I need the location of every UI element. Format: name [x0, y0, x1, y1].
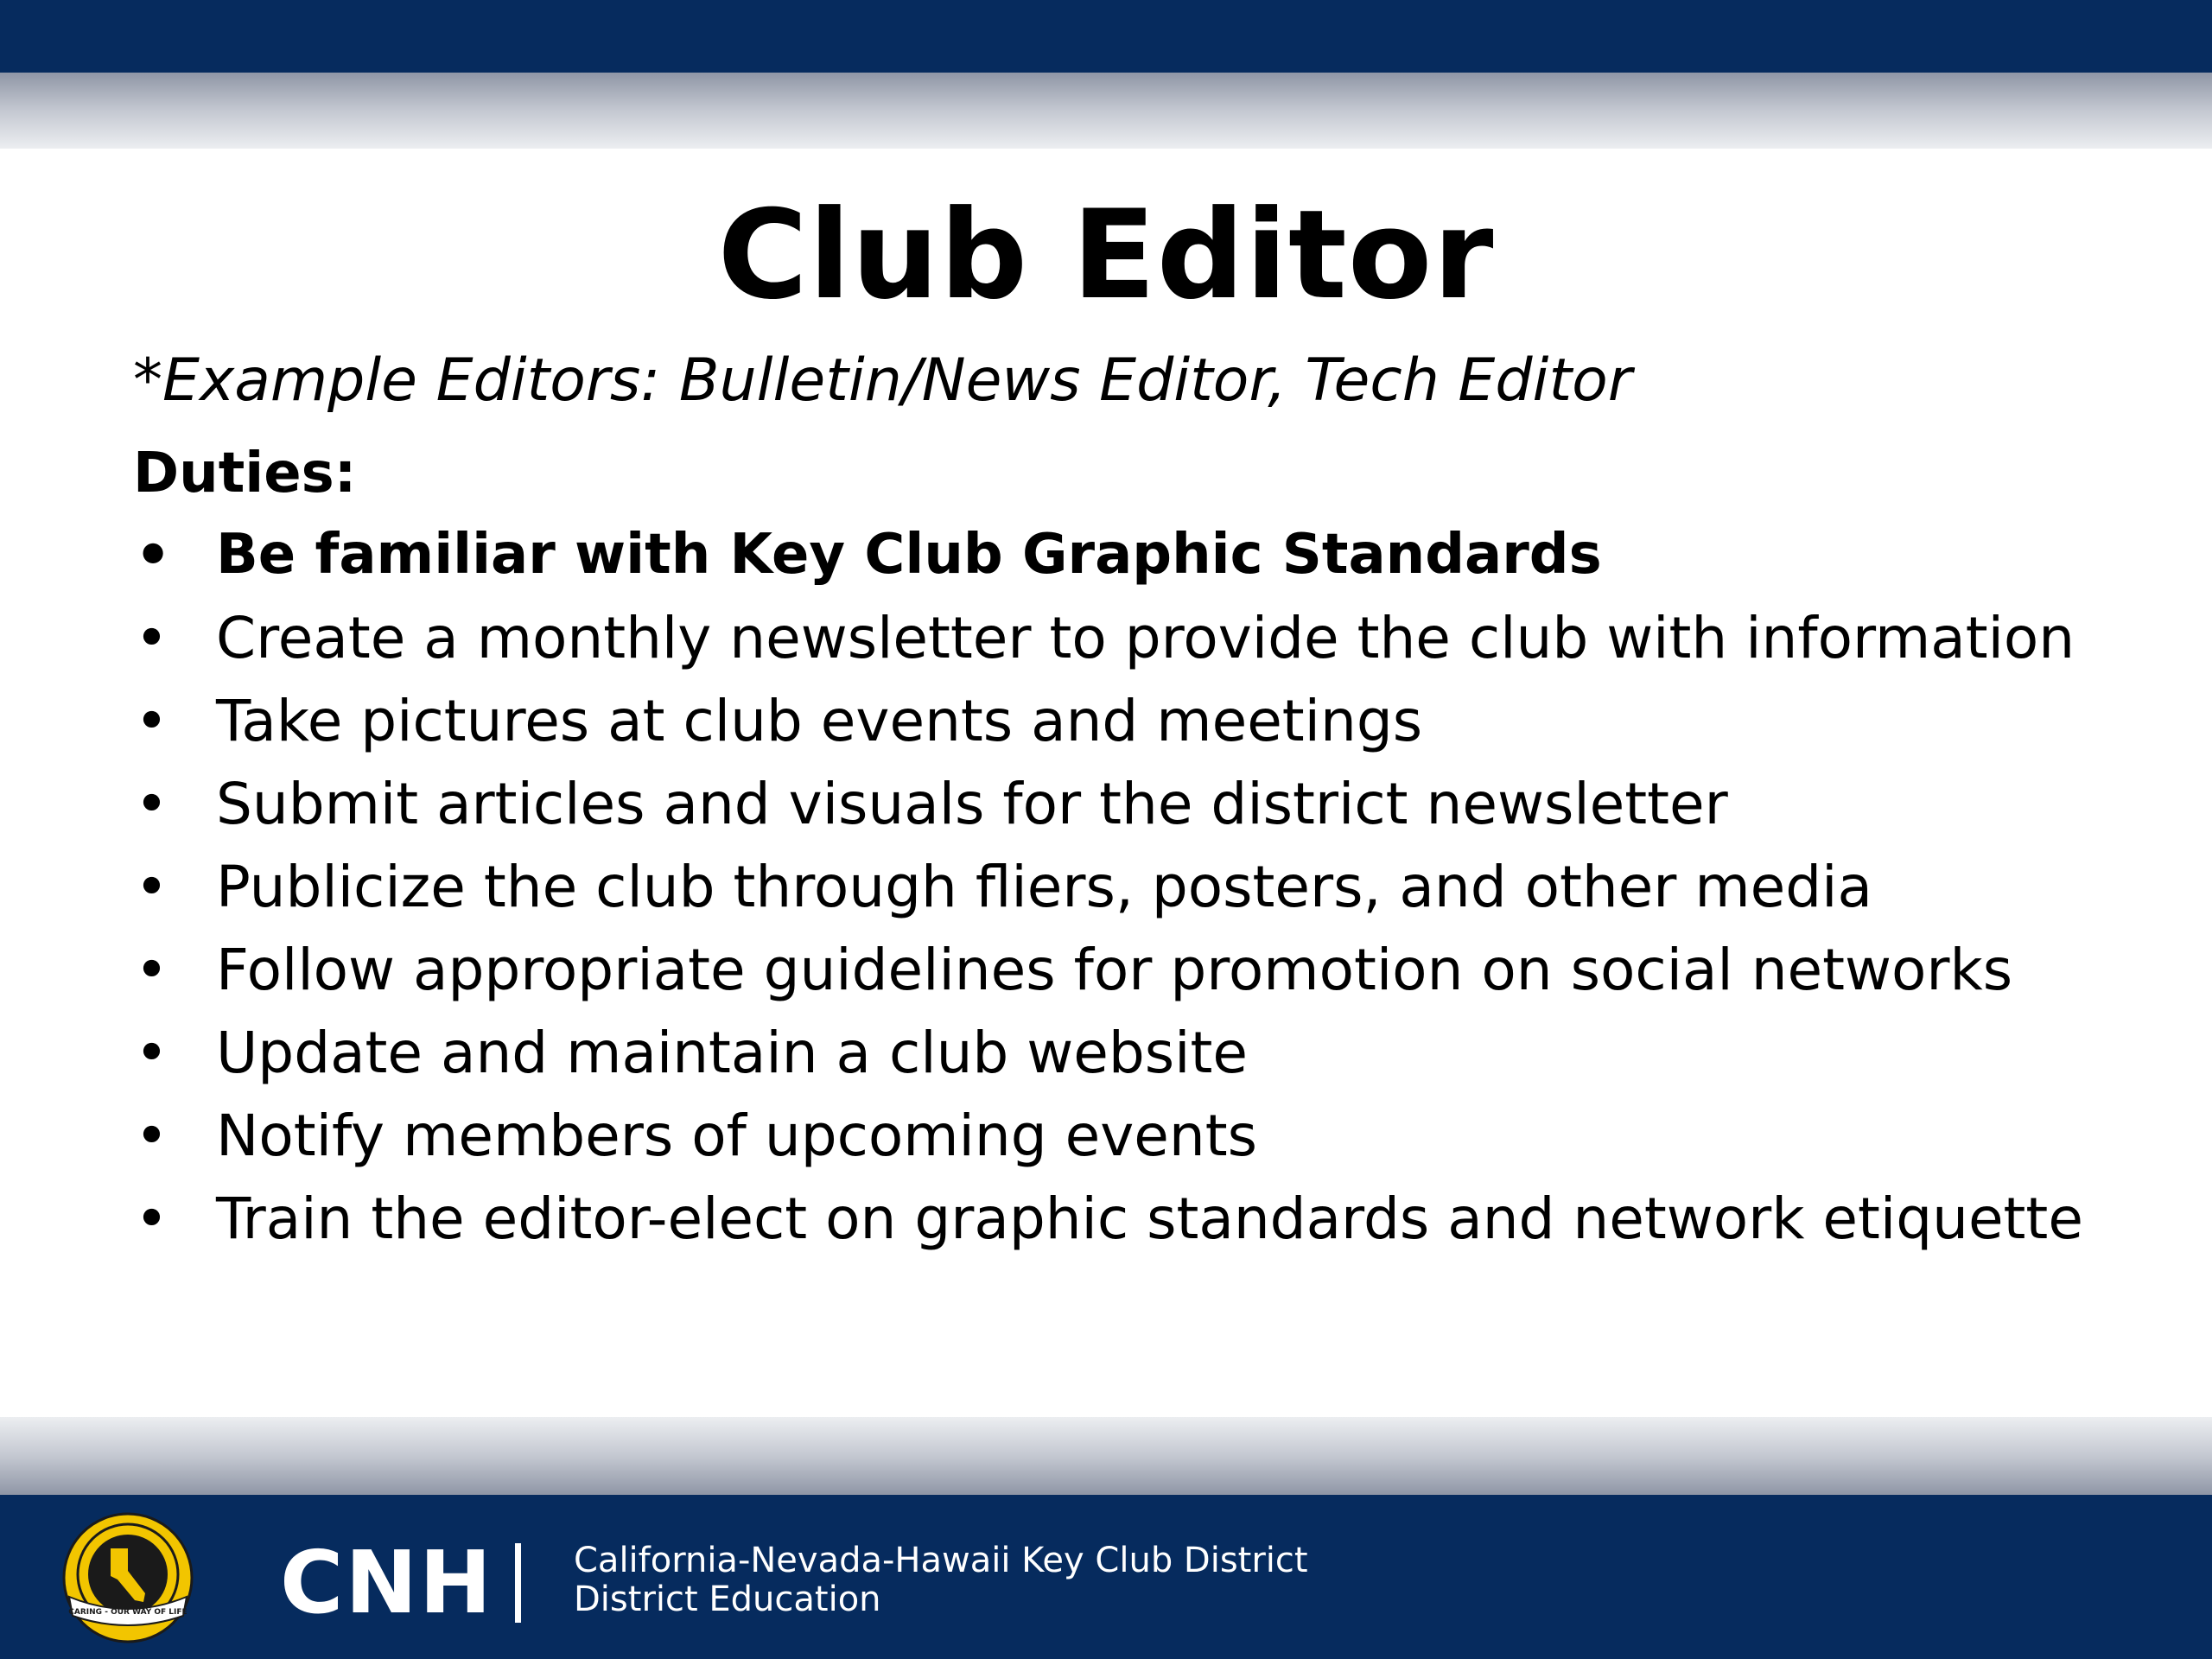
duty-item [133, 518, 2120, 592]
duty-item [133, 1099, 2120, 1173]
footer-divider [515, 1543, 521, 1623]
duty-text: Be familiar with Key Club Graphic Standards [216, 523, 1602, 587]
duty-item [133, 684, 2120, 758]
example-editors-note: *Example Editors: Bulletin/News Editor, Tech Editor [133, 346, 1632, 415]
cnh-abbreviation: CNH [280, 1532, 493, 1633]
duties-heading: Duties: [133, 442, 357, 505]
duty-text: Notify members of upcoming events [216, 1103, 1257, 1169]
duties-list [133, 518, 2120, 1265]
bullet-icon: • [135, 1185, 168, 1252]
bullet-icon: • [135, 688, 168, 754]
duty-item [133, 601, 2120, 675]
bullet-icon: • [135, 771, 168, 837]
duty-item [133, 933, 2120, 1007]
duty-item [133, 1016, 2120, 1090]
bullet-icon: • [135, 1103, 168, 1169]
bullet-icon: • [135, 854, 168, 920]
district-name: California-Nevada-Hawaii Key Club District [574, 1541, 1308, 1580]
header-gradient [0, 73, 2212, 149]
footer-gradient [0, 1417, 2212, 1495]
duty-text: Submit articles and visuals for the district newsletter [216, 771, 1728, 837]
duty-text: Follow appropriate guidelines for promotion on social networks [216, 937, 2013, 1003]
slide-title: Club Editor [717, 184, 1495, 327]
duty-item [133, 1182, 2120, 1255]
duty-item [133, 767, 2120, 841]
bullet-icon: • [135, 1020, 168, 1086]
duty-text: Take pictures at club events and meetings [216, 688, 1423, 754]
duty-text: Create a monthly newsletter to provide the club with information [216, 605, 2075, 671]
svg-text:CARING - OUR WAY OF LIFE: CARING - OUR WAY OF LIFE [68, 1608, 188, 1617]
bullet-icon: • [135, 937, 168, 1003]
duty-text: Publicize the club through fliers, posters, and other media [216, 854, 1872, 920]
duty-item [133, 850, 2120, 924]
duty-text: Update and maintain a club website [216, 1020, 1248, 1086]
bullet-icon: • [135, 522, 172, 588]
header-band [0, 0, 2212, 73]
department-name: District Education [574, 1580, 881, 1619]
bullet-icon: • [135, 605, 168, 671]
key-club-seal-icon [60, 1510, 195, 1645]
duty-text: Train the editor-elect on graphic standards and network etiquette [216, 1185, 2083, 1252]
footer-bar [0, 1495, 2212, 1659]
